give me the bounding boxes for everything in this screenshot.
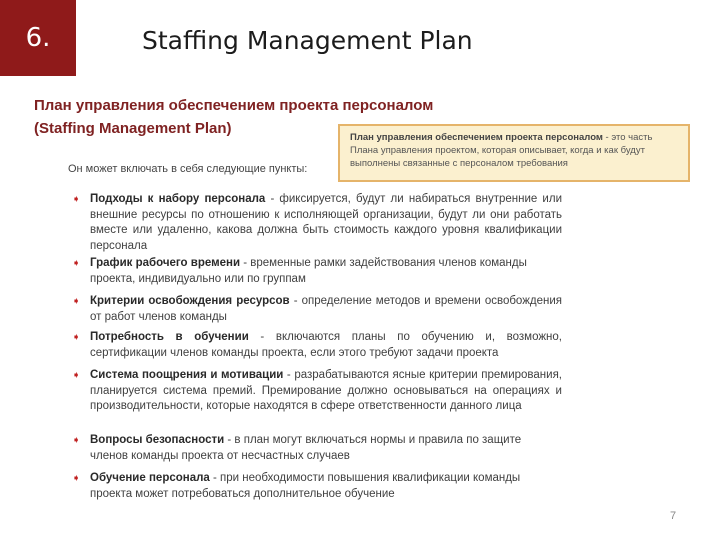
- item-text: - включаются планы по обучению и, возможно, сертификации членов команды проекта, если этого требуют задачи проекта: [90, 331, 562, 359]
- slide-title: Staffing Management Plan: [142, 26, 473, 55]
- heading-line-ru: План управления обеспечением проекта персоналом: [34, 97, 434, 114]
- bullet-icon: ➧: [72, 258, 81, 269]
- list-item: [72, 256, 562, 287]
- list-item: [72, 471, 562, 502]
- bullet-icon: ➧: [72, 435, 81, 446]
- item-title: График рабочего времени: [90, 257, 241, 269]
- item-text: - фиксируется, будут ли набираться внутренние или внешние ресурсы по отношению к исполняющей организации, будут ли они работать вместе или удаленно, какова должна быть стоимость каждого уровня квалификации персонала: [90, 193, 562, 252]
- item-text: - разрабатываются ясные критерии премирования, планируется система премий. Премирование должно основываться на операциях и производительности, которые находятся в сфере ответственности данного лица: [90, 369, 562, 412]
- list-item: [72, 433, 562, 464]
- list-item: [72, 330, 562, 361]
- item-text: - при необходимости повышения квалификации команды проекта может потребоваться дополнительное обучение: [90, 472, 521, 500]
- list-item: [72, 294, 562, 325]
- item-text: - определение методов и времени освобождения от работ членов команды: [90, 295, 562, 323]
- heading-line-en: (Staffing Management Plan): [34, 120, 232, 137]
- page-number: 7: [670, 510, 677, 522]
- item-title: Критерии освобождения ресурсов: [90, 295, 290, 307]
- item-title: Потребность в обучении: [90, 331, 249, 343]
- bullet-icon: ➧: [72, 194, 81, 205]
- bullet-icon: ➧: [72, 296, 81, 307]
- list-item: [72, 368, 562, 415]
- slide-number-badge: [0, 0, 76, 76]
- bullet-icon: ➧: [72, 473, 81, 484]
- item-text: - временные рамки задействования членов команды проекта, индивидуально или по группам: [90, 257, 527, 285]
- list-item: [72, 192, 562, 254]
- definition-text: - это часть Плана управления проектом, которая описывает, когда и как будут выполнены связанные с персоналом требования: [350, 132, 653, 169]
- item-title: Вопросы безопасности: [90, 434, 225, 446]
- bullet-icon: ➧: [72, 370, 81, 381]
- item-title: Обучение персонала: [90, 472, 210, 484]
- definition-term: План управления обеспечением проекта персоналом: [350, 132, 603, 143]
- item-title: Система поощрения и мотивации: [90, 369, 284, 381]
- item-title: Подходы к набору персонала: [90, 193, 266, 205]
- definition-box: [338, 124, 690, 182]
- intro-text: Он может включать в себя следующие пункты:: [68, 163, 308, 175]
- bullet-icon: ➧: [72, 332, 81, 343]
- slide-number: 6.: [25, 23, 51, 53]
- item-text: - в план могут включаться нормы и правила по защите членов команды проекта от несчастных случаев: [90, 434, 522, 462]
